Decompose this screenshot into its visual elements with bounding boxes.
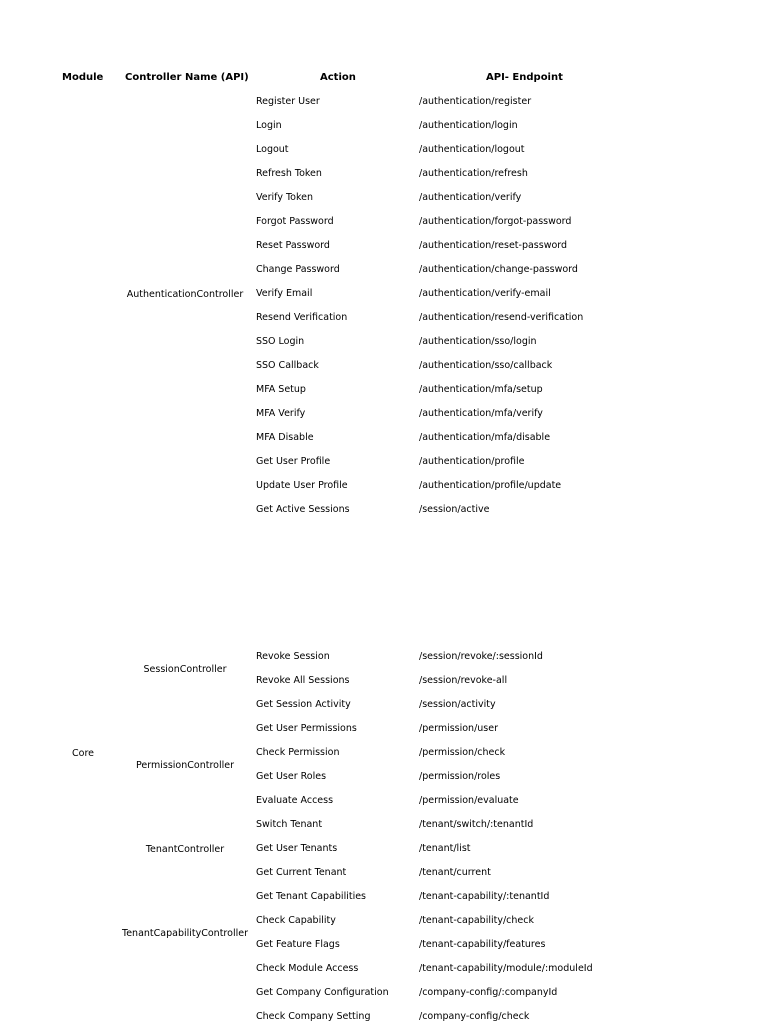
- action-cell: MFA Setup: [256, 384, 306, 395]
- action-cell: Check Permission: [256, 747, 340, 758]
- endpoint-cell: /tenant-capability/check: [419, 915, 534, 926]
- action-cell: Check Company Setting: [256, 1011, 371, 1022]
- action-cell: Login: [256, 120, 282, 131]
- action-cell: Get User Permissions: [256, 723, 357, 734]
- endpoint-cell: /tenant/switch/:tenantId: [419, 819, 534, 830]
- action-cell: Change Password: [256, 264, 340, 275]
- action-cell: Verify Token: [256, 192, 313, 203]
- endpoint-cell: /authentication/sso/login: [419, 336, 537, 347]
- endpoint-cell: /authentication/profile: [419, 456, 525, 467]
- endpoint-cell: /company-config/check: [419, 1011, 530, 1022]
- action-cell: Verify Email: [256, 288, 313, 299]
- endpoint-cell: /permission/evaluate: [419, 795, 519, 806]
- endpoint-cell: /session/revoke/:sessionId: [419, 651, 543, 662]
- action-cell: Get Active Sessions: [256, 504, 350, 515]
- header-module: Module: [62, 72, 104, 83]
- endpoint-cell: /permission/user: [419, 723, 499, 734]
- action-cell: Forgot Password: [256, 216, 334, 227]
- action-cell: Revoke All Sessions: [256, 675, 350, 686]
- action-cell: Evaluate Access: [256, 795, 334, 806]
- endpoint-cell: /session/activity: [419, 699, 496, 710]
- action-cell: Refresh Token: [256, 168, 322, 179]
- endpoint-cell: /authentication/refresh: [419, 168, 528, 179]
- header-action: Action: [320, 72, 356, 83]
- action-cell: Check Module Access: [256, 963, 359, 974]
- endpoint-cell: /authentication/login: [419, 120, 518, 131]
- controller-cell: SessionController: [143, 664, 227, 675]
- endpoint-cell: /session/revoke-all: [419, 675, 508, 686]
- endpoint-cell: /authentication/reset-password: [419, 240, 568, 251]
- endpoint-cell: /authentication/mfa/disable: [419, 432, 551, 443]
- endpoint-cell: /permission/roles: [419, 771, 501, 782]
- action-cell: Get Tenant Capabilities: [256, 891, 367, 902]
- endpoint-cell: /authentication/logout: [419, 144, 525, 155]
- endpoint-cell: /authentication/resend-verification: [419, 312, 584, 323]
- endpoint-cell: /authentication/verify-email: [419, 288, 551, 299]
- endpoint-cell: /authentication/sso/callback: [419, 360, 553, 371]
- module-cell: Core: [72, 748, 94, 759]
- action-cell: Get Session Activity: [256, 699, 351, 710]
- endpoint-cell: /session/active: [419, 504, 490, 515]
- action-cell: MFA Verify: [256, 408, 306, 419]
- action-cell: Revoke Session: [256, 651, 330, 662]
- controller-cell: TenantController: [145, 844, 225, 855]
- endpoint-cell: /authentication/register: [419, 96, 532, 107]
- endpoint-cell: /tenant/list: [419, 843, 471, 854]
- endpoint-cell: /authentication/forgot-password: [419, 216, 572, 227]
- action-cell: Get Company Configuration: [256, 987, 389, 998]
- action-cell: Get User Profile: [256, 456, 331, 467]
- controller-cell: TenantCapabilityController: [122, 928, 248, 939]
- controller-cell: PermissionController: [136, 760, 234, 771]
- controller-cell: AuthenticationController: [126, 289, 244, 300]
- endpoint-cell: /tenant-capability/module/:moduleId: [419, 963, 593, 974]
- endpoint-cell: /tenant/current: [419, 867, 491, 878]
- action-cell: Logout: [256, 144, 289, 155]
- action-cell: Resend Verification: [256, 312, 348, 323]
- endpoint-cell: /tenant-capability/:tenantId: [419, 891, 550, 902]
- action-cell: MFA Disable: [256, 432, 314, 443]
- action-cell: Get User Roles: [256, 771, 327, 782]
- endpoint-cell: /authentication/mfa/setup: [419, 384, 543, 395]
- header-endpoint: API- Endpoint: [486, 72, 563, 83]
- header-controller: Controller Name (API): [125, 72, 249, 83]
- action-cell: Update User Profile: [256, 480, 348, 491]
- action-cell: Register User: [256, 96, 320, 107]
- action-cell: Check Capability: [256, 915, 336, 926]
- action-cell: SSO Callback: [256, 360, 319, 371]
- endpoint-cell: /authentication/profile/update: [419, 480, 562, 491]
- endpoint-cell: /permission/check: [419, 747, 506, 758]
- action-cell: Reset Password: [256, 240, 330, 251]
- action-cell: Get Current Tenant: [256, 867, 347, 878]
- endpoint-cell: /authentication/change-password: [419, 264, 578, 275]
- endpoint-cell: /authentication/mfa/verify: [419, 408, 543, 419]
- action-cell: Get Feature Flags: [256, 939, 340, 950]
- action-cell: Get User Tenants: [256, 843, 338, 854]
- endpoint-cell: /company-config/:companyId: [419, 987, 558, 998]
- endpoint-cell: /authentication/verify: [419, 192, 522, 203]
- endpoint-cell: /tenant-capability/features: [419, 939, 546, 950]
- action-cell: Switch Tenant: [256, 819, 323, 830]
- action-cell: SSO Login: [256, 336, 305, 347]
